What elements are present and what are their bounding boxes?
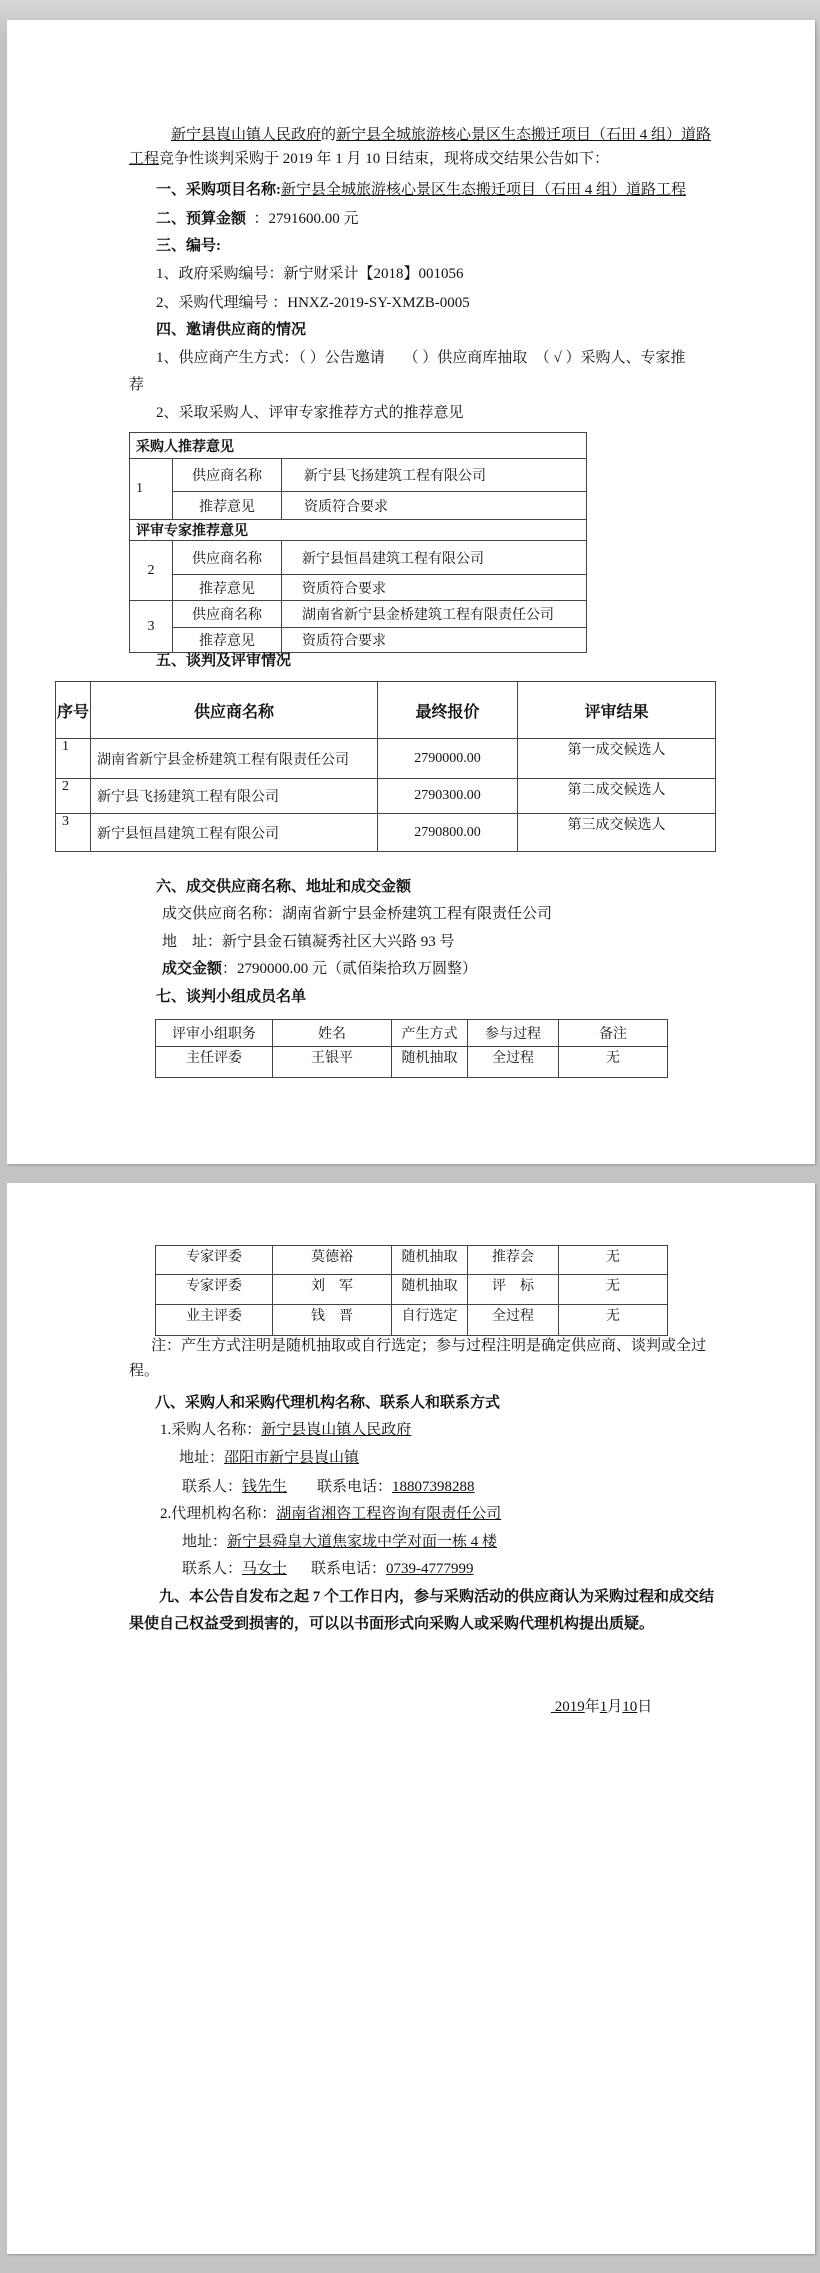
table-row <box>56 779 716 814</box>
name-label: 供应商名称 <box>173 459 282 492</box>
intro-rest: 竞争性谈判采购于 2019 年 1 月 10 日结束，现将成交结果公告如下： <box>159 151 610 167</box>
intro-line-2 <box>129 149 609 169</box>
header-result: 评审结果 <box>518 682 716 739</box>
buyer-address-line <box>179 1448 359 1468</box>
buyer-value: 新宁县崀山镇人民政府 <box>261 1422 412 1438</box>
section-2-value: ：2791600.00 元 <box>253 211 359 227</box>
buyer-name-line <box>160 1420 411 1440</box>
header-no: 序号 <box>56 682 91 739</box>
section-2 <box>156 209 359 229</box>
month-unit: 月 <box>607 1699 623 1715</box>
contact-label: 联系人： <box>182 1561 243 1577</box>
winning-address: 地 址：新宁县金石镇凝秀社区大兴路 93 号 <box>162 934 455 950</box>
cell: 业主评委 <box>156 1305 273 1336</box>
header-supplier: 供应商名称 <box>91 682 378 739</box>
cell: 评 标 <box>468 1275 559 1305</box>
agent-procurement-no: 2、采购代理编号 ：HNXZ-2019-SY-XMZB-0005 <box>156 295 470 311</box>
agent-address: 新宁县舜皇大道焦家垅中学对面一栋 4 楼 <box>227 1534 498 1550</box>
section-9-line-1: 九、本公告自发布之起 7 个工作日内，参与采购活动的供应商认为采购过程和成交结 <box>159 1589 715 1605</box>
cell: 随机抽取 <box>392 1246 468 1275</box>
year-value: 2019 <box>554 1699 585 1715</box>
header-process: 参与过程 <box>468 1020 559 1047</box>
name-label: 供应商名称 <box>173 541 282 575</box>
header-name: 姓名 <box>273 1020 392 1047</box>
row-result: 第一成交候选人 <box>518 739 716 779</box>
recommendation-table <box>129 432 587 653</box>
buyer-contact: 钱先生 <box>242 1479 288 1495</box>
section-4-label: 四、邀请供应商的情况 <box>156 322 307 338</box>
agent-value: 湖南省湘咨工程咨询有限责任公司 <box>276 1506 502 1522</box>
note-line-1: 注：产生方式注明是随机抽取或自行选定；参与过程注明是确定供应商、谈判或全过 <box>151 1338 707 1354</box>
header-role: 评审小组职务 <box>156 1020 273 1047</box>
intro-of: 的 <box>321 127 337 143</box>
cell: 随机抽取 <box>392 1275 468 1305</box>
cell: 无 <box>559 1305 668 1336</box>
project-name-cont: 工程 <box>129 151 160 167</box>
table-row <box>56 814 716 852</box>
amount-label: 成交金额 <box>162 961 223 977</box>
buyer-name: 新宁县崀山镇人民政府 <box>171 127 322 143</box>
cell: 自行选定 <box>392 1305 468 1336</box>
cell: 莫德裕 <box>273 1246 392 1275</box>
rec-supplier: 湖南省新宁县金桥建筑工程有限责任公司 <box>282 601 587 628</box>
rec-supplier: 新宁县飞扬建筑工程有限公司 <box>282 459 587 492</box>
cell: 全过程 <box>468 1047 559 1078</box>
cell: 推荐会 <box>468 1246 559 1275</box>
row-no: 2 <box>56 779 91 814</box>
agent-address-label: 地址： <box>182 1534 228 1550</box>
header-price: 最终报价 <box>378 682 518 739</box>
row-price: 2790300.00 <box>378 779 518 814</box>
buyer-phone: 18807398288 <box>392 1479 475 1495</box>
row-supplier: 新宁县恒昌建筑工程有限公司 <box>91 814 378 852</box>
rec-opinion: 资质符合要求 <box>282 575 587 601</box>
cell: 专家评委 <box>156 1275 273 1305</box>
cell: 钱 晋 <box>273 1305 392 1336</box>
row-result: 第三成交候选人 <box>518 814 716 852</box>
buyer-address: 邵阳市新宁县崀山镇 <box>224 1450 360 1466</box>
cell: 无 <box>559 1047 668 1078</box>
winning-amount <box>162 959 477 979</box>
phone-label: 联系电话： <box>317 1479 393 1495</box>
winning-supplier: 成交供应商名称：湖南省新宁县金桥建筑工程有限责任公司 <box>162 906 553 922</box>
opinion-label: 推荐意见 <box>173 492 282 520</box>
rec-no: 1 <box>130 459 173 520</box>
row-price: 2790000.00 <box>378 739 518 779</box>
header-method: 产生方式 <box>392 1020 468 1047</box>
buyer-label: 1.采购人名称： <box>160 1422 262 1438</box>
section-5-label: 五、谈判及评审情况 <box>156 653 292 669</box>
agent-label: 2.代理机构名称： <box>160 1506 277 1522</box>
panel-table-p2 <box>155 1245 668 1336</box>
opinion-label: 推荐意见 <box>173 575 282 601</box>
expert-recommendation-header: 评审专家推荐意见 <box>130 520 587 541</box>
cell: 专家评委 <box>156 1246 273 1275</box>
buyer-address-label: 地址： <box>179 1450 225 1466</box>
evaluation-table <box>55 681 716 852</box>
date-day: 10 <box>622 1699 638 1715</box>
agent-phone: 0739-4777999 <box>386 1561 474 1577</box>
year-unit: 年 <box>584 1699 600 1715</box>
section-2-label: 二、预算金额 <box>156 211 247 227</box>
row-supplier: 新宁县飞扬建筑工程有限公司 <box>91 779 378 814</box>
recommendation-intro: 2、采取采购人、评审专家推荐方式的推荐意见 <box>156 405 464 421</box>
gov-procurement-no: 1、政府采购编号：新宁财采计【2018】001056 <box>156 266 464 282</box>
table-row <box>156 1305 668 1336</box>
date-month: 1 <box>599 1699 608 1715</box>
cell: 主任评委 <box>156 1047 273 1078</box>
buyer-recommendation-header: 采购人推荐意见 <box>130 433 587 459</box>
notice-date <box>551 1697 652 1717</box>
rec-opinion: 资质符合要求 <box>282 628 587 653</box>
supplier-method-line-1: 1、供应商产生方式：（ ）公告邀请 （ ）供应商库抽取 （ √ ）采购人、专家推 <box>156 350 686 366</box>
rec-no: 2 <box>130 541 173 601</box>
row-supplier: 湖南省新宁县金桥建筑工程有限责任公司 <box>91 739 378 779</box>
section-3-label: 三、编号: <box>156 238 221 254</box>
day-unit: 日 <box>637 1699 653 1715</box>
intro-line-1 <box>171 125 711 145</box>
section-6-label: 六、成交供应商名称、地址和成交金额 <box>156 879 412 895</box>
opinion-label: 推荐意见 <box>173 628 282 653</box>
section-1 <box>156 180 686 200</box>
table-row <box>156 1275 668 1305</box>
cell: 无 <box>559 1246 668 1275</box>
amount-value: ：2790000.00 元（贰佰柒拾玖万圆整） <box>222 961 478 977</box>
buyer-contact-line <box>182 1477 475 1497</box>
section-8-label: 八、采购人和采购代理机构名称、联系人和联系方式 <box>155 1395 501 1411</box>
row-no: 3 <box>56 814 91 852</box>
rec-opinion: 资质符合要求 <box>282 492 587 520</box>
rec-no: 3 <box>130 601 173 653</box>
project-name: 新宁县全城旅游核心景区生态搬迁项目（石田 4 组）道路 <box>336 127 712 143</box>
row-price: 2790800.00 <box>378 814 518 852</box>
supplier-method-line-2: 荐 <box>129 377 145 393</box>
section-9-line-2: 果使自己权益受到损害的，可以以书面形式向采购人或采购代理机构提出质疑。 <box>129 1616 655 1632</box>
section-1-label: 一、采购项目名称: <box>156 182 281 198</box>
date-year <box>551 1699 585 1715</box>
row-no: 1 <box>56 739 91 779</box>
agent-contact: 马女士 <box>242 1561 288 1577</box>
phone-label: 联系电话： <box>311 1561 387 1577</box>
header-remark: 备注 <box>559 1020 668 1047</box>
cell: 王银平 <box>273 1047 392 1078</box>
cell: 全过程 <box>468 1305 559 1336</box>
agent-contact-line <box>182 1559 474 1579</box>
table-row <box>156 1246 668 1275</box>
panel-table-p1 <box>155 1019 668 1078</box>
rec-supplier: 新宁县恒昌建筑工程有限公司 <box>282 541 587 575</box>
cell: 无 <box>559 1275 668 1305</box>
name-label: 供应商名称 <box>173 601 282 628</box>
contact-label: 联系人： <box>182 1479 243 1495</box>
agent-name-line <box>160 1504 501 1524</box>
row-result: 第二成交候选人 <box>518 779 716 814</box>
cell: 随机抽取 <box>392 1047 468 1078</box>
table-row <box>156 1047 668 1078</box>
table-row <box>56 739 716 779</box>
cell: 刘 军 <box>273 1275 392 1305</box>
section-7-label: 七、谈判小组成员名单 <box>156 989 307 1005</box>
agent-address-line <box>182 1532 497 1552</box>
section-1-value: 新宁县全城旅游核心景区生态搬迁项目（石田 4 组）道路工程 <box>281 182 687 198</box>
note-line-2: 程。 <box>129 1363 160 1379</box>
